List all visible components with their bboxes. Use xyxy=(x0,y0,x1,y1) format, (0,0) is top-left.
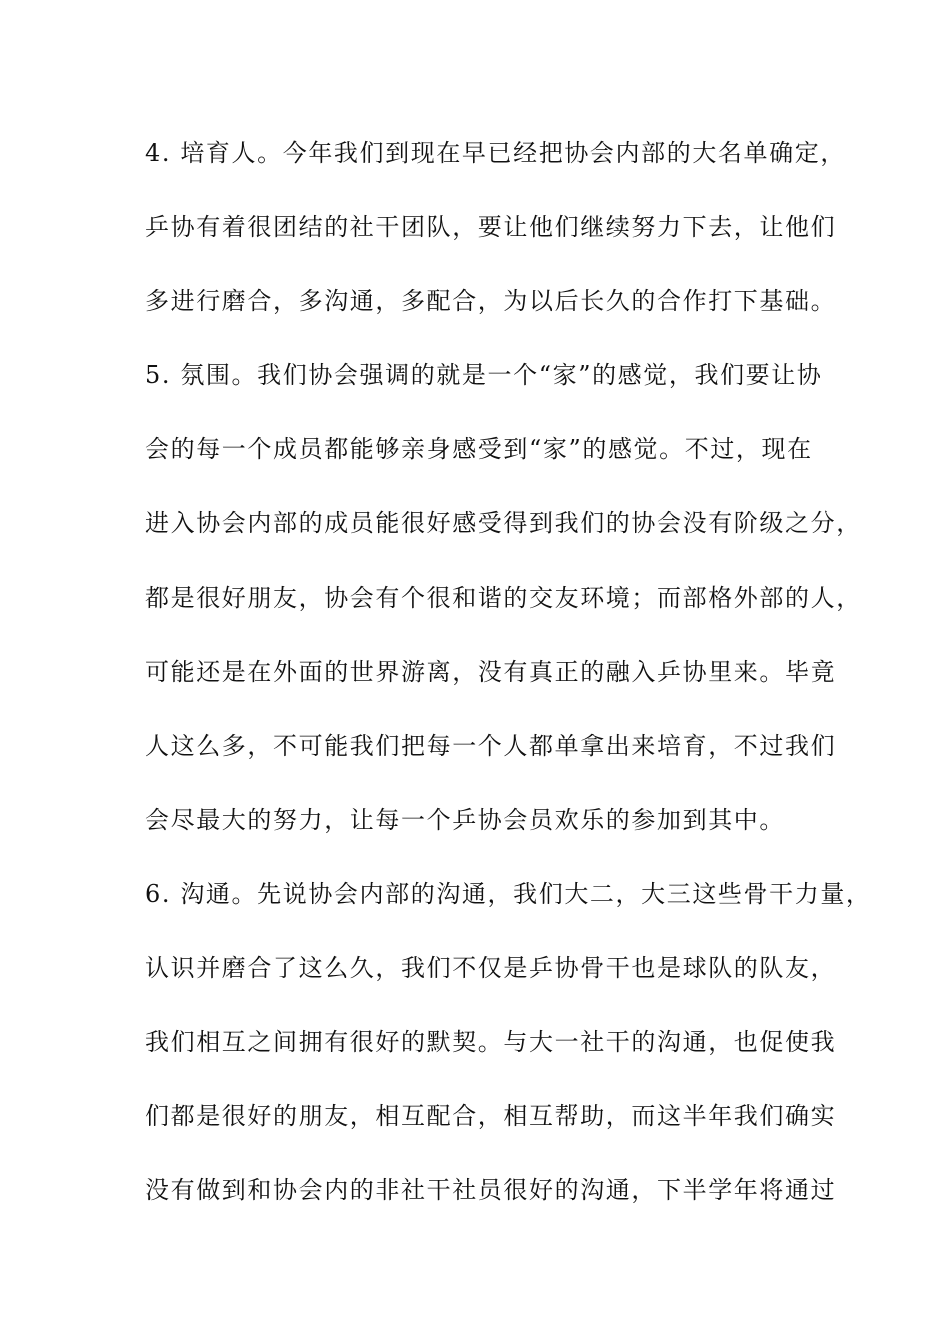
text-line: 没有做到和协会内的非社干社员很好的沟通，下半学年将通过 xyxy=(145,1176,837,1205)
document-body xyxy=(145,128,872,1239)
text-line: 6. 沟通。先说协会内部的沟通，我们大二，大三这些骨干力量， xyxy=(145,879,872,908)
text-line: 们都是很好的朋友，相互配合，相互帮助，而这半年我们确实 xyxy=(145,1102,837,1131)
text-line: 多进行磨合，多沟通，多配合，为以后长久的合作打下基础。 xyxy=(145,287,837,316)
text-line: 认识并磨合了这么久，我们不仅是乒协骨干也是球队的队友， xyxy=(145,954,837,983)
text-line: 人这么多，不可能我们把每一个人都单拿出来培育，不过我们 xyxy=(145,731,837,760)
text-line: 乒协有着很团结的社干团队，要让他们继续努力下去，让他们 xyxy=(145,213,837,242)
text-line: 5. 氛围。我们协会强调的就是一个“家”的感觉，我们要让协 xyxy=(145,361,823,390)
text-line: 我们相互之间拥有很好的默契。与大一社干的沟通，也促使我 xyxy=(145,1028,837,1057)
text-line: 进入协会内部的成员能很好感受得到我们的协会没有阶级之分， xyxy=(145,509,862,538)
text-line: 会尽最大的努力，让每一个乒协会员欢乐的参加到其中。 xyxy=(145,805,785,834)
text-line: 4. 培育人。今年我们到现在早已经把协会内部的大名单确定， xyxy=(145,139,846,167)
text-line: 都是很好朋友，协会有个很和谐的交友环境；而部格外部的人， xyxy=(145,583,862,612)
text-line: 可能还是在外面的世界游离，没有真正的融入乒协里来。毕竟 xyxy=(145,657,837,686)
text-line: 会的每一个成员都能够亲身感受到“家”的感觉。不过，现在 xyxy=(145,435,813,464)
